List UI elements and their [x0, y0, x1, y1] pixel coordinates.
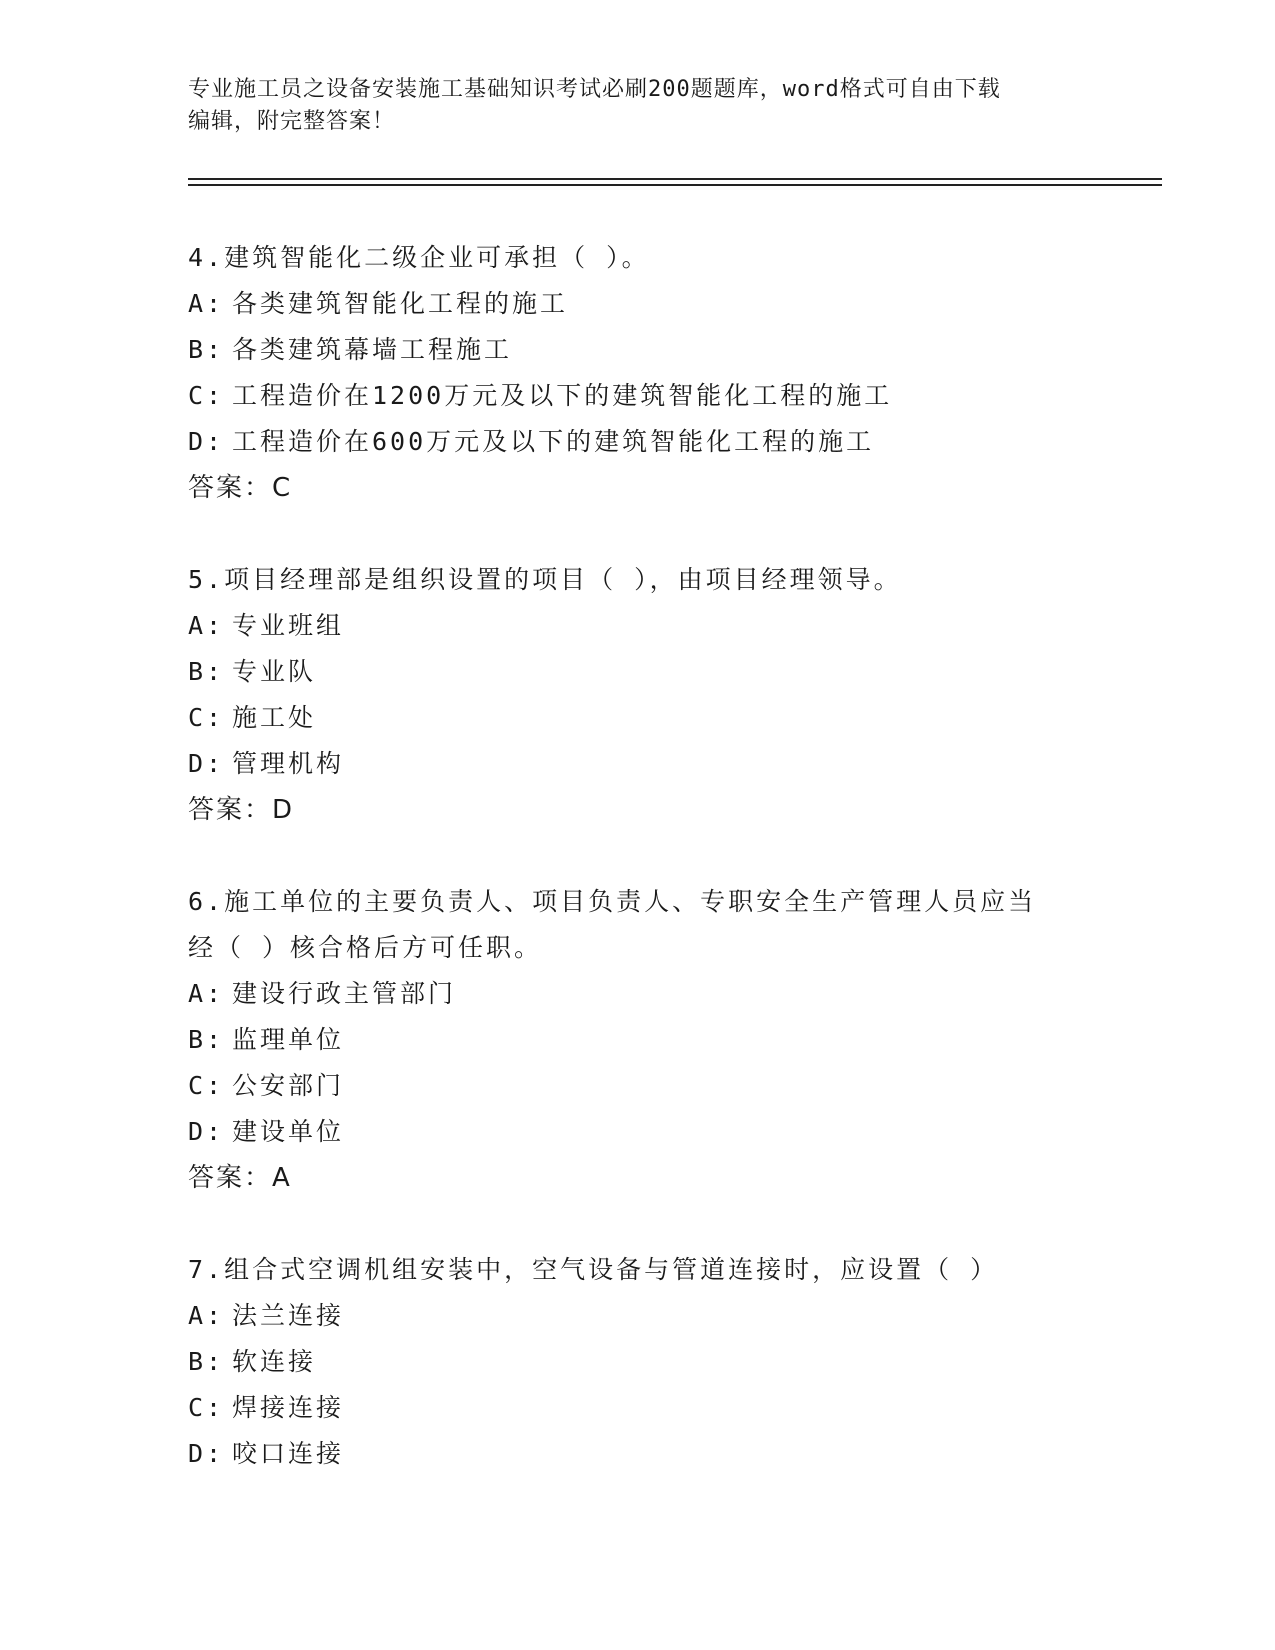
option-key: B:: [188, 657, 225, 686]
option-text: 公安部门: [232, 1071, 345, 1100]
question-list: [188, 235, 1088, 1477]
option-b: [188, 649, 1088, 695]
spacer: [188, 1201, 1088, 1247]
option-text: 工程造价在600万元及以下的建筑智能化工程的施工: [232, 427, 875, 456]
option-text: 建设行政主管部门: [232, 979, 457, 1008]
option-key: A:: [188, 289, 225, 318]
document-header: [188, 74, 1088, 138]
answer-line: 答案：A: [188, 1163, 292, 1193]
option-d: [188, 419, 1088, 465]
question-stem: 7.组合式空调机组安装中，空气设备与管道连接时，应设置（ ）: [188, 1255, 999, 1284]
question-block: [188, 557, 1088, 833]
option-c: [188, 1063, 1088, 1109]
question-stem: 5.项目经理部是组织设置的项目（ ），由项目经理领导。: [188, 565, 902, 594]
option-d: [188, 1431, 1088, 1477]
option-d: [188, 1109, 1088, 1155]
option-key: D:: [188, 749, 225, 778]
option-c: [188, 373, 1088, 419]
question-stem: 6.施工单位的主要负责人、项目负责人、专职安全生产管理人员应当: [188, 887, 1037, 916]
option-key: B:: [188, 1347, 225, 1376]
spacer: [188, 511, 1088, 557]
question-block: [188, 1247, 1088, 1477]
option-key: D:: [188, 427, 225, 456]
option-text: 工程造价在1200万元及以下的建筑智能化工程的施工: [232, 381, 893, 410]
header-divider-top: [188, 178, 1162, 180]
option-key: C:: [188, 381, 225, 410]
question-stem: 4.建筑智能化二级企业可承担（ ）。: [188, 243, 650, 272]
option-a: [188, 971, 1088, 1017]
answer-line: 答案：C: [188, 473, 293, 503]
option-key: D:: [188, 1117, 225, 1146]
option-text: 焊接连接: [232, 1393, 345, 1422]
option-key: A:: [188, 979, 225, 1008]
option-text: 施工处: [232, 703, 317, 732]
option-d: [188, 741, 1088, 787]
option-text: 各类建筑幕墙工程施工: [232, 335, 513, 364]
option-key: C:: [188, 1393, 225, 1422]
option-b: [188, 327, 1088, 373]
answer-line: 答案：D: [188, 795, 295, 825]
option-text: 专业班组: [232, 611, 345, 640]
option-text: 监理单位: [232, 1025, 345, 1054]
spacer: [188, 833, 1088, 879]
option-text: 各类建筑智能化工程的施工: [232, 289, 569, 318]
option-text: 软连接: [232, 1347, 317, 1376]
header-divider-bottom: [188, 184, 1162, 186]
option-b: [188, 1017, 1088, 1063]
option-a: [188, 603, 1088, 649]
option-a: [188, 281, 1088, 327]
option-key: C:: [188, 703, 225, 732]
option-c: [188, 1385, 1088, 1431]
option-text: 咬口连接: [232, 1439, 345, 1468]
option-key: B:: [188, 1025, 225, 1054]
option-text: 管理机构: [232, 749, 345, 778]
header-title-line-1: 专业施工员之设备安装施工基础知识考试必刷200题题库，word格式可自由下载: [188, 77, 1001, 102]
question-block: [188, 235, 1088, 511]
option-key: D:: [188, 1439, 225, 1468]
option-b: [188, 1339, 1088, 1385]
option-text: 专业队: [232, 657, 317, 686]
option-a: [188, 1293, 1088, 1339]
option-text: 建设单位: [232, 1117, 345, 1146]
option-c: [188, 695, 1088, 741]
header-title-line-2: 编辑，附完整答案！: [188, 109, 396, 134]
option-key: A:: [188, 1301, 225, 1330]
option-text: 法兰连接: [232, 1301, 345, 1330]
question-stem-continued: 经（ ）核合格后方可任职。: [188, 933, 543, 962]
option-key: B:: [188, 335, 225, 364]
option-key: C:: [188, 1071, 225, 1100]
question-block: [188, 879, 1088, 1201]
option-key: A:: [188, 611, 225, 640]
